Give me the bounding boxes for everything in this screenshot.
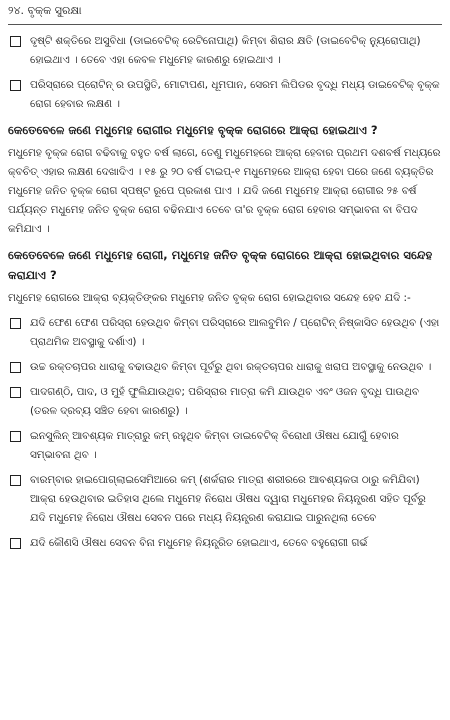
bullet-text: ଯଦି କୌଣସି ଔଷଧ ସେବନ ବିନା ମଧୁମେହ ନିୟନ୍ତ୍ରିତ ହୋଇଥାଏ, ତେବେ ବହୁରୋଗୀ ଗର୍ଭ bbox=[30, 537, 368, 549]
bullet-item bbox=[8, 314, 442, 352]
bullet-text: ଦୃଷ୍ଟି ଶକ୍ତିରେ ଅସୁବିଧା (ଡାଇବେଟିକ୍ ରେଟିନୋପାଥି) କିମ୍ବା ଶିରାର କ୍ଷତି (ଡାଇବେଟିକ୍ ନ୍ୟୁରୋପାଥି) ହୋଇଥାଏ । ତେବେ ଏହା କେବଳ ମଧୁମେହ କାରଣରୁ ହୋଇଥାଏ । bbox=[30, 35, 421, 66]
bullet-item bbox=[8, 32, 442, 70]
checkbox-bullet-icon bbox=[10, 318, 21, 329]
bullet-item bbox=[8, 471, 442, 528]
checkbox-bullet-icon bbox=[10, 431, 21, 442]
checkbox-bullet-icon bbox=[10, 387, 21, 398]
checkbox-bullet-icon bbox=[10, 36, 21, 47]
bullet-text: ଯଦି ଫେଣ ଫେଣ ପରିସ୍ରା ହେଉଥିବ କିମ୍ବା ପରିସ୍ରାରେ ଆଲବୁମିନ / ପ୍ରୋଟିନ୍ ନିଷ୍କାସିତ ହେଉଥିବ (ଏହା ପ୍ରାଥମିକ ଅବସ୍ଥାକୁ ଦର୍ଶାଏ) । bbox=[30, 317, 440, 348]
bullet-text: ବାରମ୍ବାର ହାଇପୋଗ୍ଲାଇସେମିଆରେ କମ୍ (ଶର୍କରାର ମାତ୍ରା ଶରୀରରେ ଆବଶ୍ୟକତା ଠାରୁ କମିଯିବା) ଆକ୍ରା ହେଉଥିବାର ଇତିହାସ ଥିଲେ ମଧୁମେହ ନିରୋଧ ଔଷଧ ଦ୍ୱାରା ମଧୁମେହର ନିୟନ୍ତ୍ରଣ ସହିତ ପୂର୍ବରୁ ଯଦି ମଧୁମେହ ନିରୋଧ ଔଷଧ ସେବନ ପରେ ମଧ୍ୟ ନିୟନ୍ତ୍ରଣ କରାଯାଇ ପାରୁନଥିଲା ତେବେ bbox=[30, 474, 426, 524]
bullet-text: ଉଚ୍ଚ ରକ୍ତଚାପର ଧାରାକୁ ବଢାଉଥିବ କିମ୍ବା ପୂର୍ବରୁ ଥିବା ରକ୍ତଚାପର ଧାରାକୁ ଖରାପ ଅବସ୍ଥାକୁ ନେଉଥିବ । bbox=[30, 361, 432, 373]
body-paragraph: ମଧୁମେହ ବୃକ୍କ ରୋଗ ବଢିବାକୁ ବହୁତ ବର୍ଷ ଲାଗେ, ତେଣୁ ମଧୁମେହରେ ଆକ୍ରା ହେବାର ପ୍ରଥମ ଦଶବର୍ଷ ମଧ୍ୟରେ କ୍ବଚିତ୍ ଏହାର ଲକ୍ଷଣ ଦେଖାଦିଏ । ୧୫ ରୁ ୨୦ ବର୍ଷ ଟାଇପ୍-୧ ମଧୁମେହରେ ଆକ୍ରା ହେବା ପରେ ଜଣେ ବ୍ୟକ୍ତିର ମଧୁମେହ ଜନିତ ବୃକ୍କ ରୋଗ ସ୍ପଷ୍ଟ ରୂପେ ପ୍ରକାଶ ପାଏ । ଯଦି ଜଣେ ମଧୁମେହ ଆକ୍ରା ରୋଗୀର ୨୫ ବର୍ଷ ପର୍ଯ୍ୟନ୍ତ ମଧୁମେହ ଜନିତ ବୃକ୍କ ରୋଗ ବଢିନଯାଏ ତେବେ ତା'ର ବୃକ୍କ ରୋଗ ହେବାର ସମ୍ଭାବନା ବା ବିପଦ କମିଯାଏ । bbox=[8, 147, 441, 235]
checkbox-bullet-icon bbox=[10, 475, 21, 486]
checkbox-bullet-icon bbox=[10, 362, 21, 373]
intro-paragraph: ମଧୁମେହ ରୋଗରେ ଆକ୍ରା ବ୍ୟକ୍ତିଙ୍କର ମଧୁମେହ ଜନିତ ବୃକ୍କ ରୋଗ ହୋଇଥିବାର ସନ୍ଦେହ ହେବ ଯଦି :- bbox=[8, 292, 411, 304]
bullet-text: ଇନସୁଲିନ୍ ଆବଶ୍ୟକ ମାତ୍ରାରୁ କମ୍ ରହୁଥିବ କିମ୍ବା ଡାଇବେଟିକ୍ ବିରୋଧୀ ଔଷଧ ଯୋଗୁଁ ହେବାର ସମ୍ଭାବନା ଥିବ । bbox=[30, 430, 399, 461]
bullet-item bbox=[8, 427, 442, 465]
bullet-item bbox=[8, 534, 442, 553]
page-content bbox=[8, 32, 442, 559]
page-header: ୨୪. ବୃକ୍କ ସୁରକ୍ଷା bbox=[8, 4, 82, 17]
bullet-item bbox=[8, 383, 442, 421]
header-divider bbox=[8, 24, 442, 25]
checkbox-bullet-icon bbox=[10, 80, 21, 91]
section-heading: କେତେବେଳେ ଜଣେ ମଧୁମେହ ରୋଗୀର ମଧୁମେହ ବୃକ୍କ ରୋଗରେ ଆକ୍ରା ହୋଇଥାଏ ? bbox=[8, 123, 378, 137]
checkbox-bullet-icon bbox=[10, 538, 21, 549]
bullet-item bbox=[8, 76, 442, 114]
bullet-item bbox=[8, 358, 442, 377]
bullet-text: ପରିସ୍ରାରେ ପ୍ରୋଟିନ୍ ର ଉପସ୍ଥିତି, ମୋଟାପଣ, ଧୂମପାନ, ସେରମ ଲିପିଡର ବୃଦ୍ଧି ମଧ୍ୟ ଡାଇବେଟିକ୍ ବୃକ୍କ ରୋଗ ହେବାର ଲକ୍ଷଣ । bbox=[30, 79, 440, 110]
section-heading: କେତେବେଳେ ଜଣେ ମଧୁମେହ ରୋଗୀ, ମଧୁମେହ ଜନିତ ବୃକ୍କ ରୋଗରେ ଆକ୍ରା ହୋଇଥିବାର ସନ୍ଦେହ କରାଯାଏ ? bbox=[8, 248, 433, 282]
bullet-text: ପାଦଗଣ୍ଠି, ପାଦ, ଓ ମୁହଁ ଫୁଲିଯାଉଥିବ; ପରିସ୍ରାର ମାତ୍ରା କମି ଯାଉଥିବ ଏବଂ ଓଜନ ବୃଦ୍ଧି ପାଉଥିବ (ତରଳ ଦ୍ରବ୍ୟ ସଞ୍ଚିତ ହେବା କାରଣରୁ) । bbox=[30, 386, 419, 417]
